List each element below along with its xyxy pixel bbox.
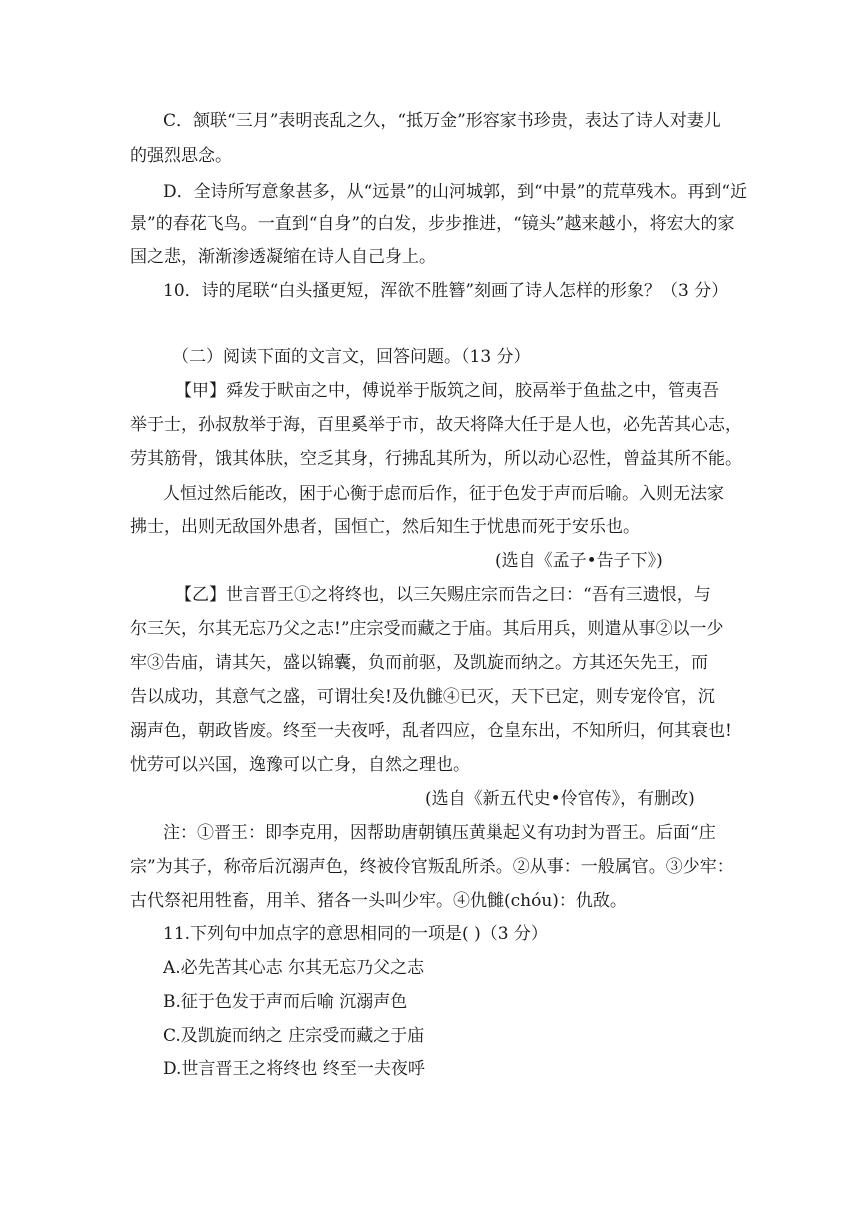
passage-jia-source: (选自《孟子•告子下》) (495, 551, 663, 571)
question-11-option-c: C.及凯旋而纳之 庄宗受而藏之于庙 (163, 1026, 425, 1046)
question-11-option-a: A.必先苦其心志 尔其无忘乃父之志 (163, 958, 425, 978)
question-11-option-d: D.世言晋王之将终也 终至一夫夜呼 (163, 1059, 425, 1079)
passage-jia-line-3: 劳其筋骨，饿其体肤，空乏其身，行拂乱其所为，所以动心忍性，曾益其所不能。 (130, 449, 742, 469)
passage-yi-line-1: 【乙】世言晋王①之将终也，以三矢赐庄宗而告之曰：“吾有三遗恨，与 (175, 585, 711, 605)
passage-yi-line-6: 忧劳可以兴国，逸豫可以亡身，自然之理也。 (130, 755, 470, 775)
note-line-2: 宗”为其子，称帝后沉溺声色，终被伶官叛乱所杀。②从事：一般属官。③少牢： (130, 857, 734, 877)
note-line-3: 古代祭祀用牲畜，用羊、猪各一头叫少牢。④仇雠(chóu)：仇敌。 (130, 891, 627, 911)
option-d-line-1: D．全诗所写意象甚多，从“远景”的山河城郭，到“中景”的荒草残木。再到“近 (163, 182, 748, 202)
passage-jia-line-2: 举于士，孙叔敖举于海，百里奚举于市，故天将降大任于是人也，必先苦其心志， (130, 415, 742, 435)
option-d-line-2: 景”的春花飞鸟。一直到“自身”的白发，步步推进，“镜头”越来越小，将宏大的家 (130, 214, 735, 234)
passage-jia-line-4: 人恒过然后能改，困于心衡于虑而后作，征于色发于声而后喻。入则无法家 (163, 484, 724, 504)
note-line-1: 注：①晋王：即李克用，因帮助唐朝镇压黄巢起义有功封为晋王。后面“庄 (163, 823, 716, 843)
question-11-stem: 11.下列句中加点字的意思相同的一项是( )（3 分） (163, 924, 548, 944)
section-2-heading: （二）阅读下面的文言文，回答问题。（13 分） (172, 347, 531, 367)
question-11-option-b: B.征于色发于声而后喻 沉溺声色 (163, 992, 408, 1012)
passage-yi-source: (选自《新五代史•伶官传》，有删改) (425, 789, 695, 809)
option-d-line-3: 国之悲，渐渐渗透凝缩在诗人自己身上。 (130, 247, 436, 267)
option-c-line-1: C．颔联“三月”表明丧乱之久，“抵万金”形容家书珍贵，表达了诗人对妻儿 (163, 111, 721, 131)
passage-yi-line-2: 尔三矢，尔其无忘乃父之志!”庄宗受而藏之于庙。其后用兵，则遣从事②以一少 (130, 619, 724, 639)
passage-yi-line-4: 告以成功，其意气之盛，可谓壮矣!及仇雠④已灭，天下已定，则专宠伶官，沉 (130, 687, 715, 707)
passage-yi-line-5: 溺声色，朝政皆废。终至一夫夜呼，乱者四应，仓皇东出，不知所归，何其衰也! (130, 721, 732, 741)
question-10: 10．诗的尾联“白头搔更短，浑欲不胜簪”刻画了诗人怎样的形象？（3 分） (163, 281, 729, 301)
passage-jia-line-1: 【甲】舜发于畎亩之中，傅说举于版筑之间，胶鬲举于鱼盐之中，管夷吾 (175, 381, 719, 401)
passage-jia-line-5: 拂士，出则无敌国外患者，国恒亡，然后知生于忧患而死于安乐也。 (130, 517, 640, 537)
passage-yi-line-3: 牢③告庙，请其矢，盛以锦囊，负而前驱，及凯旋而纳之。方其还矢先王，而 (130, 653, 708, 673)
option-c-line-2: 的强烈思念。 (130, 146, 232, 166)
